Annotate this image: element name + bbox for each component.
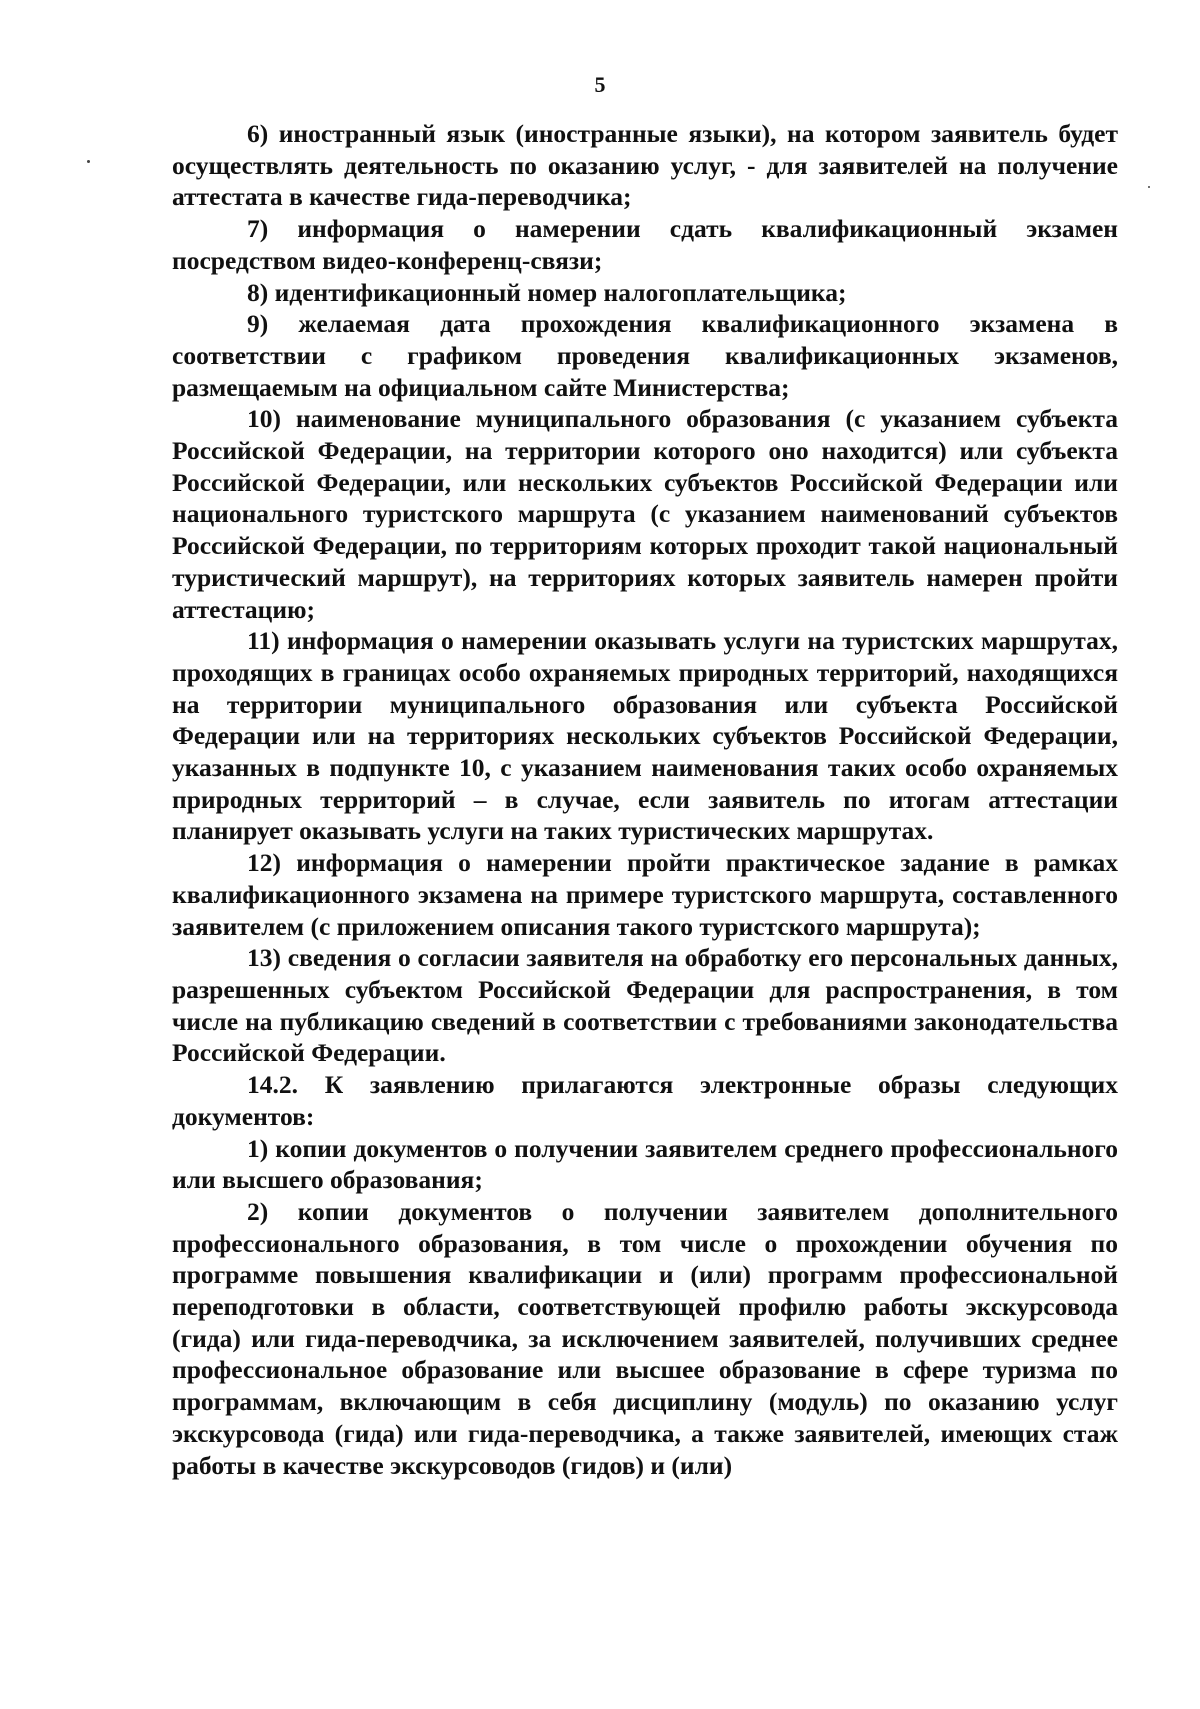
paragraph-attachment-1: 1) копии документов о получении заявителем среднего профессионального или высшего образования;	[172, 1133, 1118, 1195]
paragraph-item-13: 13) сведения о согласии заявителя на обработку его персональных данных, разрешенных субъектом Российской Федерации для распространения, в том числе на публикацию сведений в соответствии с требованиями законодательства Российской Федерации.	[172, 943, 1118, 1068]
scan-speck	[1148, 186, 1150, 188]
paragraph-item-6: 6) иностранный язык (иностранные языки), на котором заявитель будет осуществлять деятельность по оказанию услуг, - для заявителей на получение аттестата в качестве гида-переводчика;	[172, 119, 1118, 212]
paragraph-item-9: 9) желаемая дата прохождения квалификационного экзамена в соответствии с графиком проведения квалификационных экзаменов, размещаемым на официальном сайте Министерства;	[172, 309, 1118, 402]
document-body	[172, 118, 1118, 1481]
page-number: 5	[594, 72, 606, 97]
paragraph-item-8: 8) идентификационный номер налогоплательщика;	[247, 277, 847, 307]
scan-speck	[87, 160, 90, 163]
paragraph-attachment-2: 2) копии документов о получении заявителем дополнительного профессионального образования, в том числе о прохождении обучения по программе повышения квалификации и (или) программ профессиональной переподготовки в области, соответствующей профилю работы экскурсовода (гида) или гида-переводчика, за исключением заявителей, получивших среднее профессиональное образование или высшее образование в сфере туризма по программам, включающим в себя дисциплину (модуль) по оказанию услуг экскурсовода (гида) или гида-переводчика, а также заявителей, имеющих стаж работы в качестве экскурсоводов (гидов) и (или)	[172, 1196, 1118, 1480]
paragraph-item-12: 12) информация о намерении пройти практическое задание в рамках квалификационного экзамена на примере туристского маршрута, составленного заявителем (с приложением описания такого туристского маршрута);	[172, 848, 1118, 941]
paragraph-item-11: 11) информация о намерении оказывать услуги на туристских маршрутах, проходящих в границах особо охраняемых природных территорий, находящихся на территории муниципального образования или субъекта Российской Федерации или на территориях нескольких субъектов Российской Федерации, указанных в подпункте 10, с указанием наименования таких особо охраняемых природных территорий – в случае, если заявитель по итогам аттестации планирует оказывать услуги на таких туристических маршрутах.	[172, 626, 1118, 846]
paragraph-item-10: 10) наименование муниципального образования (с указанием субъекта Российской Федерации, на территории которого оно находится) или субъекта Российской Федерации, или нескольких субъектов Российской Федерации или национального туристского маршрута (с указанием наименований субъектов Российской Федерации, по территориям которых проходит такой национальный туристический маршрут), на территориях которых заявитель намерен пройти аттестацию;	[172, 404, 1118, 624]
paragraph-item-7: 7) информация о намерении сдать квалификационный экзамен посредством видео-конференц-связи;	[172, 214, 1118, 275]
paragraph-section-14-2: 14.2. К заявлению прилагаются электронные образы следующих документов:	[172, 1070, 1118, 1131]
